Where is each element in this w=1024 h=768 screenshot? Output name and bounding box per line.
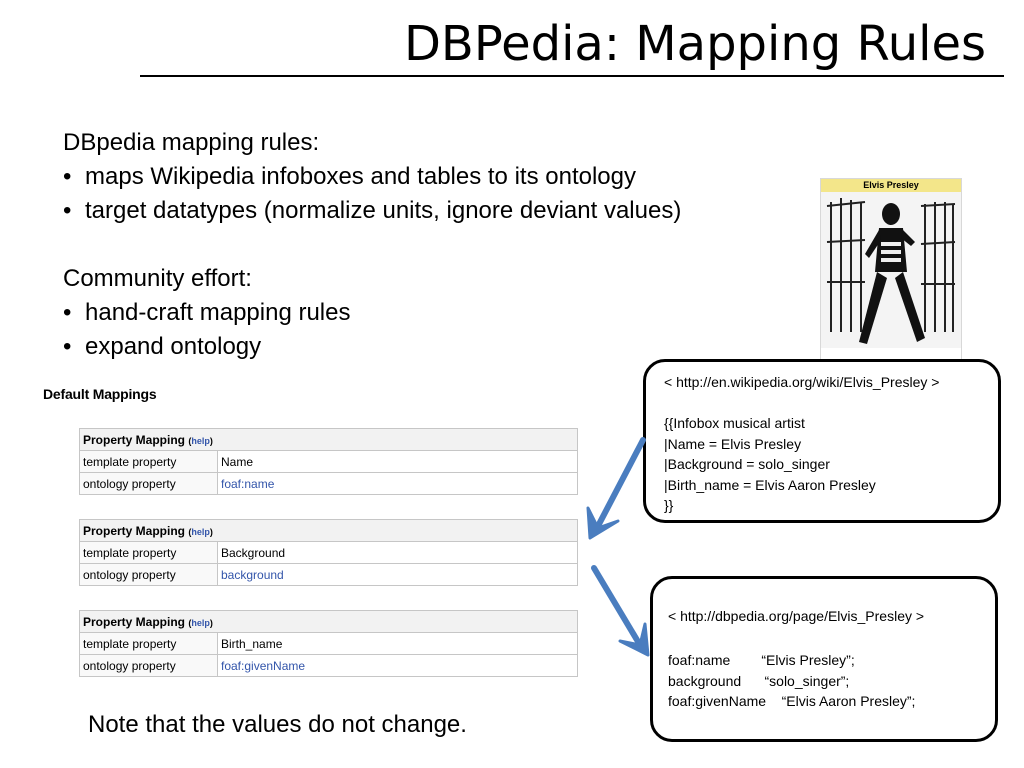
help-link[interactable]: help [191, 617, 210, 628]
property-mapping-header: Property Mapping (help) [80, 429, 578, 451]
ontology-property-link[interactable]: background [218, 564, 578, 586]
ontology-property-label: ontology property [80, 655, 218, 677]
help-link[interactable]: help [191, 526, 210, 537]
template-property-value: Name [218, 451, 578, 473]
property-mapping-header: Property Mapping (help) [80, 611, 578, 633]
ontology-property-label: ontology property [80, 473, 218, 495]
ontology-property-link[interactable]: foaf:givenName [218, 655, 578, 677]
wikipedia-url: < http://en.wikipedia.org/wiki/Elvis_Presley > [664, 374, 940, 390]
note-text: Note that the values do not change. [88, 711, 467, 738]
photo-caption: Elvis Presley [821, 179, 961, 192]
template-property-label: template property [80, 633, 218, 655]
dbpedia-url: < http://dbpedia.org/page/Elvis_Presley > [668, 608, 925, 624]
template-property-value: Birth_name [218, 633, 578, 655]
ontology-property-label: ontology property [80, 564, 218, 586]
bullet-item: • expand ontology [63, 330, 681, 364]
arrow-to-dbpedia-icon [594, 568, 648, 655]
template-property-label: template property [80, 451, 218, 473]
triple-line: foaf:name “Elvis Presley”; [668, 652, 855, 668]
bullet-item: • maps Wikipedia infoboxes and tables to its ontology [63, 160, 681, 194]
infobox-line: |Background = solo_singer [664, 456, 830, 472]
arrow-to-mappings-icon [588, 440, 643, 538]
infobox-line: |Birth_name = Elvis Aaron Presley [664, 476, 876, 493]
mapping-rules-heading: DBpedia mapping rules: [63, 129, 320, 156]
bullet-item: • hand-craft mapping rules [63, 296, 681, 330]
infobox-line: }} [664, 497, 674, 513]
ontology-property-link[interactable]: foaf:name [218, 473, 578, 495]
property-mapping-label: Property Mapping [83, 432, 186, 447]
slide-title: DBPedia: Mapping Rules [403, 16, 986, 72]
community-effort-heading: Community effort: [63, 265, 252, 292]
bullet-item: • target datatypes (normalize units, ignore deviant values) [63, 194, 681, 228]
property-mapping-header: Property Mapping (help) [80, 520, 578, 542]
infobox-line: |Name = Elvis Presley [664, 435, 802, 452]
triple-line: foaf:givenName “Elvis Aaron Presley”; [668, 693, 916, 709]
template-property-label: template property [80, 542, 218, 564]
infobox-line: {{Infobox musical artist [664, 415, 805, 431]
help-link[interactable]: help [191, 435, 210, 446]
property-mapping-label: Property Mapping [83, 614, 186, 629]
triple-line: background “solo_singer”; [668, 672, 850, 689]
default-mappings-title: Default Mappings [43, 386, 157, 402]
template-property-value: Background [218, 542, 578, 564]
property-mapping-label: Property Mapping [83, 523, 186, 538]
